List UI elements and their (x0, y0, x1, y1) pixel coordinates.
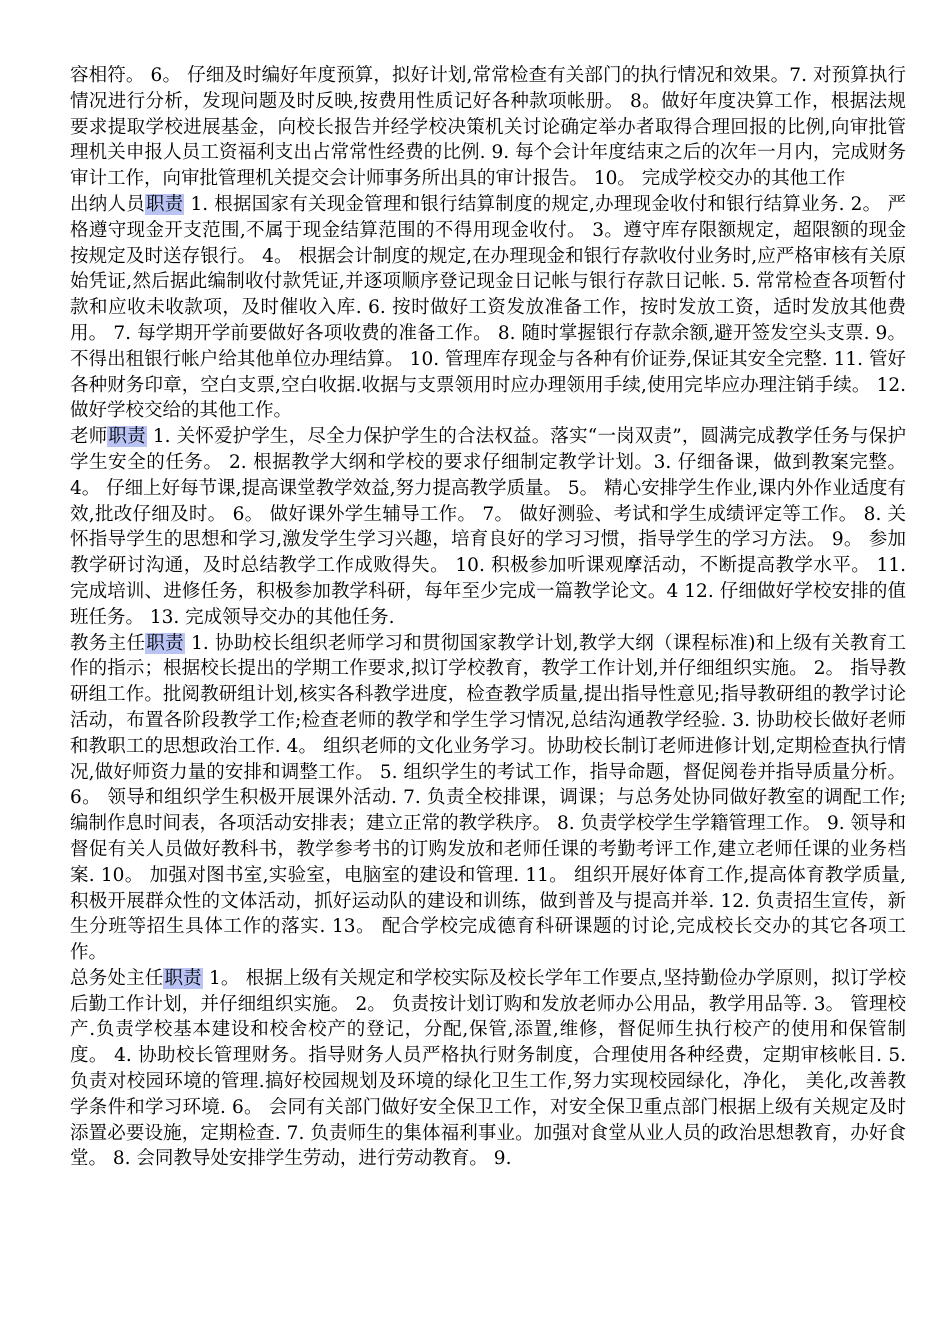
section-heading: 出纳人员 (70, 193, 145, 215)
highlighted-keyword: 职责 (164, 967, 202, 989)
highlighted-keyword: 职责 (108, 426, 146, 448)
paragraph-body: 1. 关怀爱护学生，尽全力保护学生的合法权益。落实“一岗双责”，圆满完成教学任务与保护学生安全的任务。 2. 根据教学大纲和学校的要求仔细制定教学计划。3. 仔细备课，做到教案完整。 4。 仔细上好每节课,提高课堂教学效益,努力提高教学质量。 5。 精心安排学生作业,课内外作业适度有效,批改仔细及时。 6。 做好课外学生辅导工作。 7。 做好测验、考试和学生成绩评定等工作。 8. 关怀指导学生的思想和学习,激发学生学习兴趣，培育良好的学习习惯，指导学生的学习方法。 9。 参加教学研讨沟通，及时总结教学工作成败得失。 10. 积极参加听课观摩活动，不断提高教学水平。 11. 完成培训、进修任务，积极参加教学科研，每年至少完成一篇教学论文。4 12. 仔细做好学校安排的值班任务。 13. 完成领导交办的其他任务. (70, 426, 906, 628)
paragraph-accountant-duties-continued (70, 63, 906, 192)
paragraph-body: 1. 协助校长组织老师学习和贯彻国家教学计划,教学大纲（课程标准)和上级有关教育工作的指示；根据校长提出的学期工作要求,拟订学校教育，教学工作计划,并仔细组织实施。 2。 指导教研组工作。批阅教研组计划,核实各科教学进度，检查教学质量,提出指导性意见;指导教研组的教学讨论活动，布置各阶段教学工作;检查老师的教学和学生学习情况,总结沟通教学经验. 3. 协助校长做好老师和教职工的思想政治工作. 4。 组织老师的文化业务学习。协助校长制订老师进修计划,定期检查执行情况,做好师资力量的安排和调整工作。 5. 组织学生的考试工作，指导命题，督促阅卷并指导质量分析。 6。 领导和组织学生积极开展课外活动. 7. 负责全校排课，调课；与总务处协同做好教室的调配工作;编制作息时间表，各项活动安排表；建立正常的教学秩序。 8. 负责学校学生学籍管理工作。 9. 领导和督促有关人员做好教科书，教学参考书的订购发放和老师任课的考勤考评工作,建立老师任课的业务档案. 10。 加强对图书室,实验室，电脑室的建设和管理. 11。 组织开展好体育工作,提高体育教学质量,积极开展群众性的文体活动，抓好运动队的建设和训练，做到普及与提高并举. 12. 负责招生宣传，新生分班等招生具体工作的落实. 13。 配合学校完成德育科研课题的讨论,完成校长交办的其它各项工作。 (70, 632, 906, 964)
paragraph-body: 容相符。 6。 仔细及时编好年度预算，拟好计划,常常检查有关部门的执行情况和效果。7. 对预算执行情况进行分析，发现问题及时反映,按费用性质记好各种款项帐册。 8。做好年度决算工作，根据法规要求提取学校进展基金，向校长报告并经学校决策机关讨论确定举办者取得合理回报的比例,向审批管理机关申报人员工资福利支出占常常性经费的比例. 9. 每个会计年度结束之后的次年一月内，完成财务审计工作，向审批管理机关提交会计师事务所出具的审计报告。 10。 完成学校交办的其他工作 (70, 65, 906, 190)
highlighted-keyword: 职责 (146, 632, 184, 654)
paragraph-body: 1。 根据上级有关规定和学校实际及校长学年工作要点,坚持勤俭办学原则，拟订学校后勤工作计划，并仔细组织实施。 2。 负责按计划订购和发放老师办公用品，教学用品等. 3。 管理校产.负责学校基本建设和校舍校产的登记，分配,保管,添置,维修，督促师生执行校产的使用和保管制度。 4. 协助校长管理财务。指导财务人员严格执行财务制度，合理使用各种经费，定期审核帐目. 5. 负责对校园环境的管理.搞好校园规划及环境的绿化卫生工作,努力实现校园绿化，净化， 美化,改善教学条件和学习环境. 6。 会同有关部门做好安全保卫工作，对安全保卫重点部门根据上级有关规定及时添置必要设施，定期检查. 7. 负责师生的集体福利事业。加强对食堂从业人员的政治思想教育，办好食堂。 8. 会同教导处安排学生劳动，进行劳动教育。 9. (70, 967, 906, 1170)
paragraph-teacher-duties (70, 424, 906, 630)
section-heading: 教务主任 (70, 632, 146, 654)
paragraph-cashier-duties (70, 192, 906, 424)
section-heading: 老师 (70, 426, 108, 448)
paragraph-body: 1. 根据国家有关现金管理和银行结算制度的规定,办理现金收付和银行结算业务. 2。 严格遵守现金开支范围,不属于现金结算范围的不得用现金收付。 3。遵守库存限额规定，超限额的现金按规定及时送存银行。 4。 根据会计制度的规定,在办理现金和银行存款收付业务时,应严格审核有关原始凭证,然后据此编制收付款凭证,并逐项顺序登记现金日记帐与银行存款日记帐. 5. 常常检查各项暂付款和应收未收款项，及时催收入库. 6. 按时做好工资发放准备工作，按时发放工资，适时发放其他费用。 7. 每学期开学前要做好各项收费的准备工作。 8. 随时掌握银行存款余额,避开签发空头支票. 9。 不得出租银行帐户给其他单位办理结算。 10. 管理库存现金与各种有价证券,保证其安全完整. 11. 管好各种财务印章，空白支票,空白收据.收据与支票领用时应办理领用手续,使用完毕应办理注销手续。 12. 做好学校交给的其他工作。 (70, 193, 906, 422)
section-heading: 总务处主任 (70, 967, 164, 989)
paragraph-academic-director-duties (70, 631, 906, 966)
document-page (70, 63, 906, 1172)
highlighted-keyword: 职责 (145, 193, 184, 215)
paragraph-general-affairs-director-duties (70, 966, 906, 1172)
